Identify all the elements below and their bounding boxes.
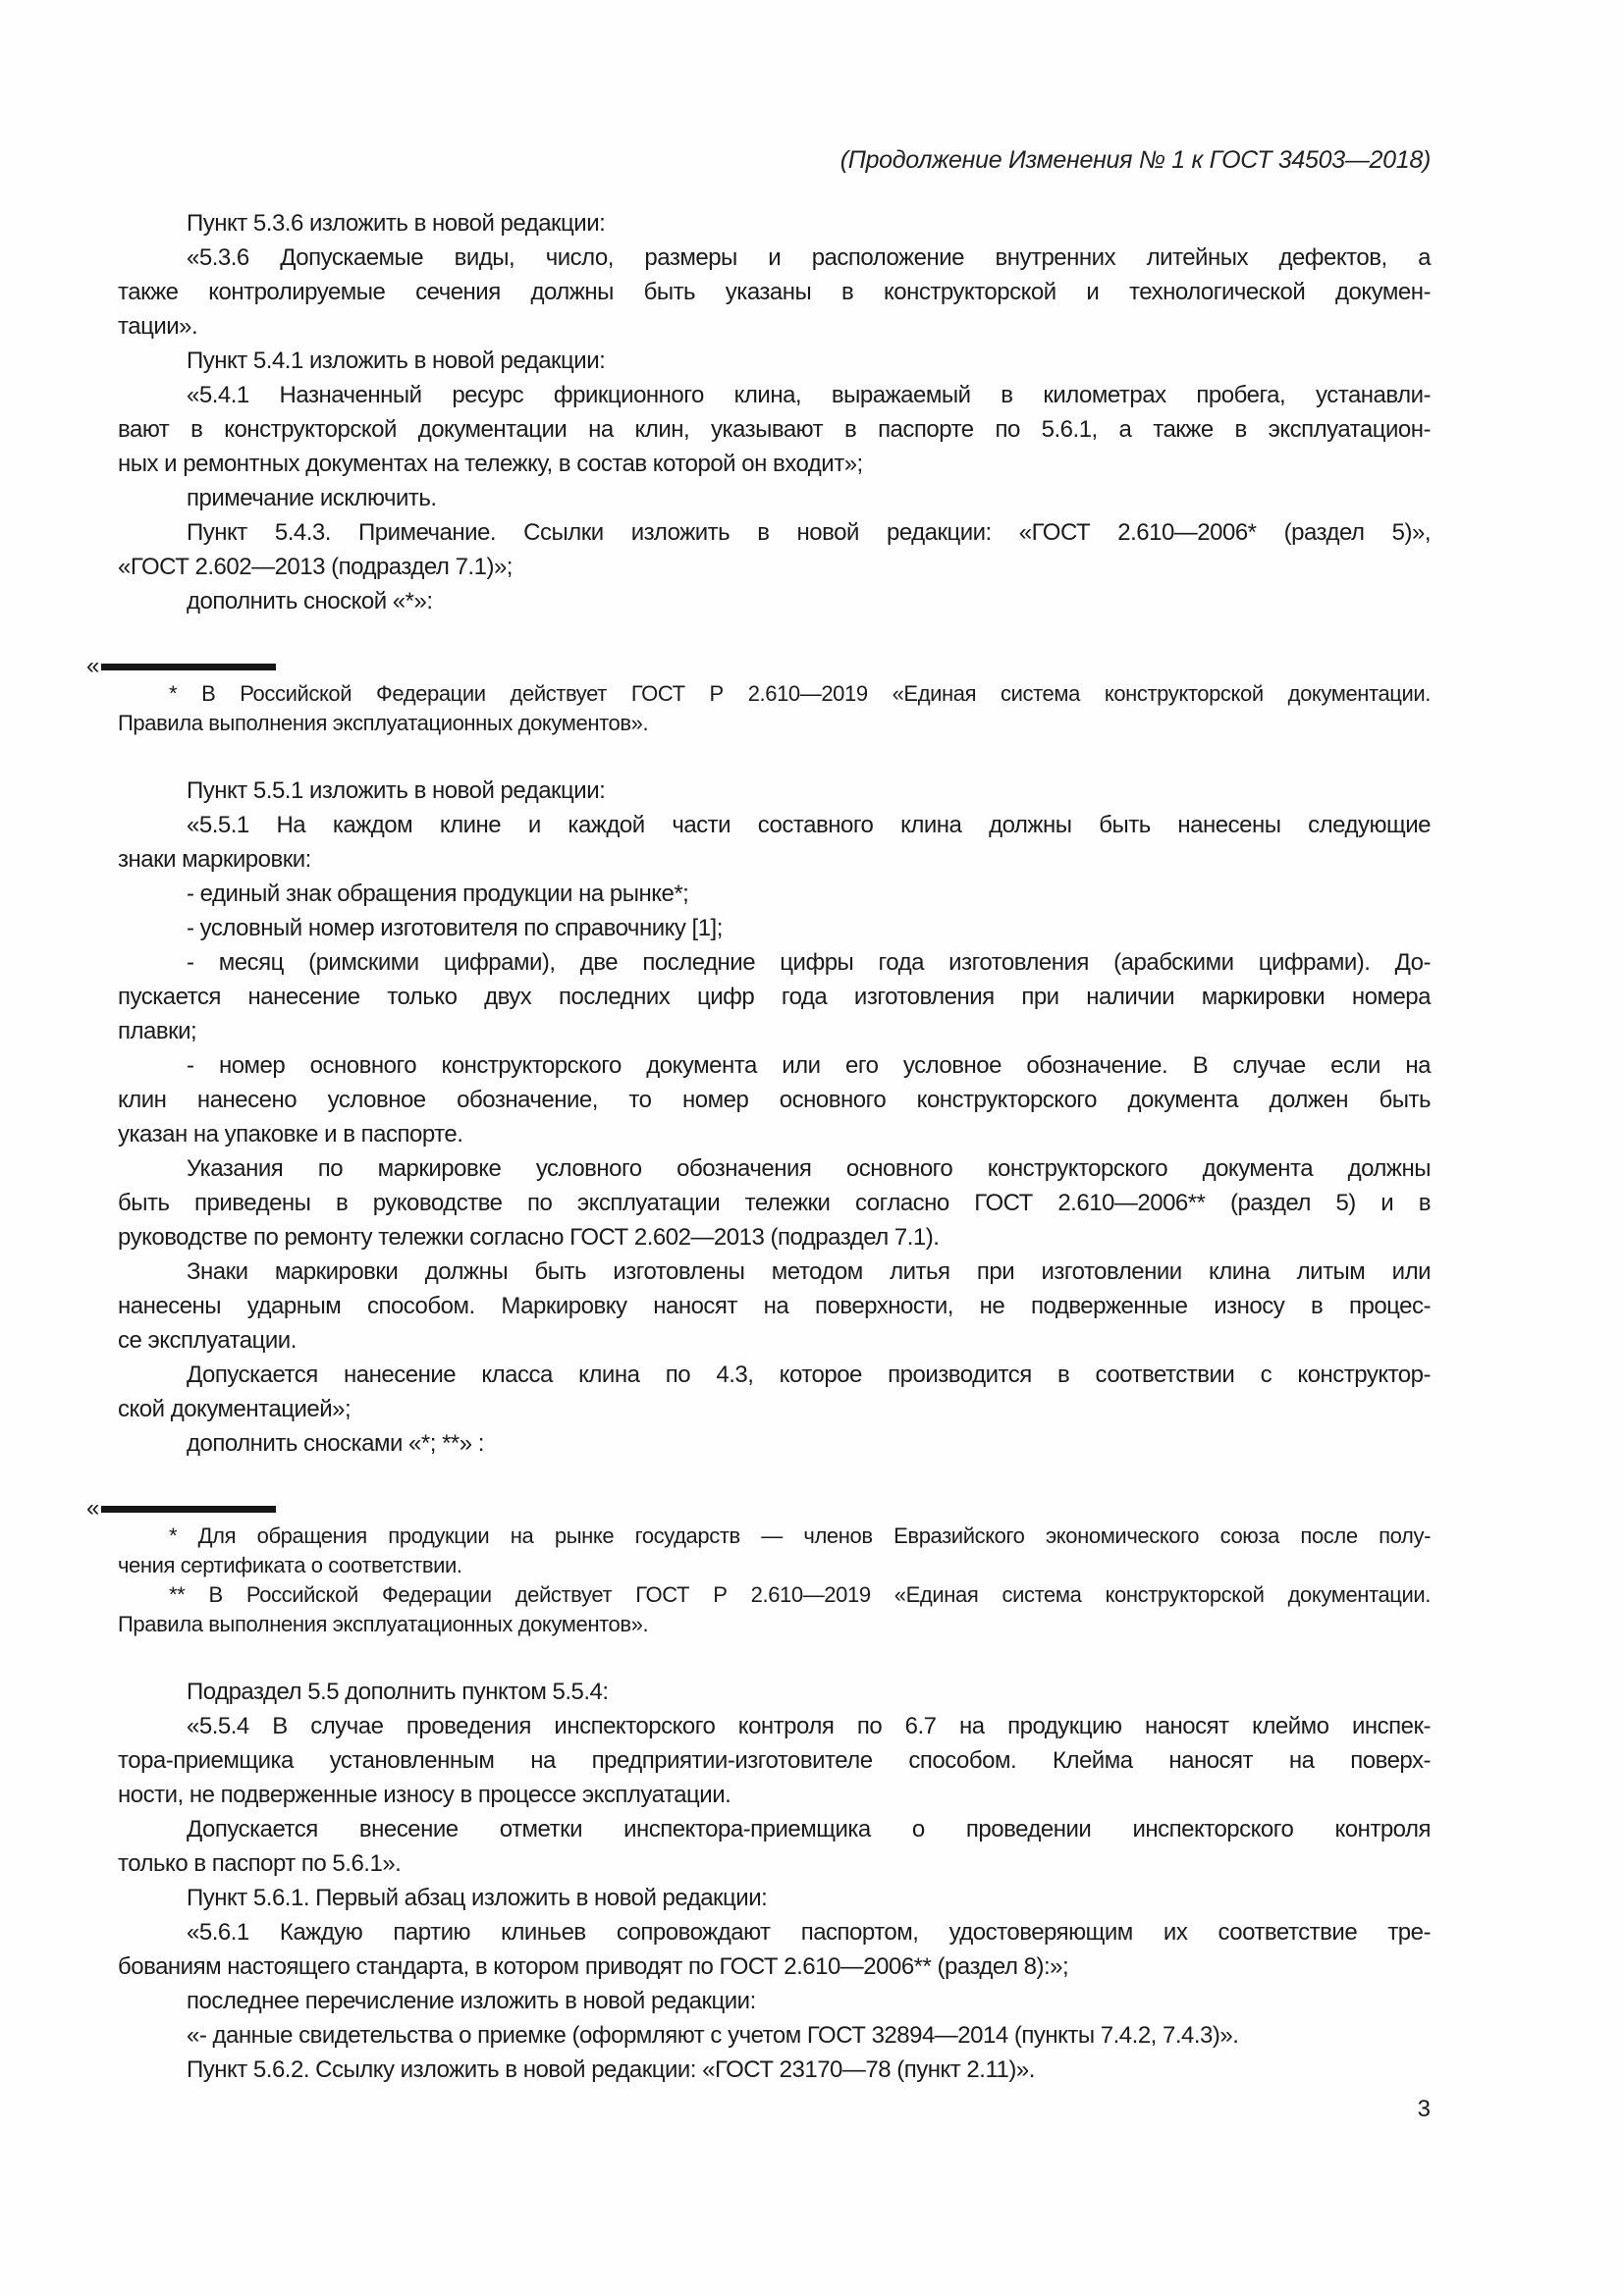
footnote-paragraph: [118, 1580, 1431, 1639]
footnote-quote-mark: «: [86, 653, 100, 679]
text-line: Знаки маркировки должны быть изготовлены методом литья при изготовлении клина литым или: [187, 1258, 1431, 1285]
text-line: знаки маркировки:: [118, 846, 311, 873]
text-line: Правила выполнения эксплуатационных документов».: [118, 711, 649, 735]
text-line: Пункт 5.3.6 изложить в новой редакции:: [187, 210, 606, 237]
text-line: «5.4.1 Назначенный ресурс фрикционного клина, выражаемый в километрах пробега, устанавли-: [187, 382, 1431, 408]
text-line: - условный номер изготовителя по справочнику [1];: [187, 915, 723, 941]
text-line: клин нанесено условное обозначение, то номер основного конструкторского документа должен быть: [118, 1087, 1431, 1113]
paragraph: [118, 1984, 1431, 2018]
page-header: (Продолжение Изменения № 1 к ГОСТ 34503—2018): [839, 146, 1431, 174]
document-body: [86, 206, 1431, 2124]
text-line: * В Российской Федерации действует ГОСТ Р 2.610—2019 «Единая система конструкторской документации.: [169, 681, 1431, 706]
text-line: дополнить сноской «*»:: [187, 588, 433, 614]
text-line: примечание исключить.: [187, 485, 437, 511]
paragraph: [118, 2018, 1431, 2053]
paragraph: [118, 1675, 1431, 1709]
text-line: нанесены ударным способом. Маркировку наносят на поверхности, не подверженные износу в процес-: [118, 1293, 1431, 1319]
text-line: * Для обращения продукции на рынке государств — членов Евразийского экономического союза после полу-: [169, 1523, 1431, 1548]
text-line: Пункт 5.4.1 изложить в новой редакции:: [187, 347, 606, 374]
text-line: быть приведены в руководстве по эксплуатации тележки согласно ГОСТ 2.610—2006** (раздел 5) и в: [118, 1190, 1431, 1216]
text-line: пускается нанесение только двух последних цифр года изготовления при наличии маркировки номера: [118, 984, 1431, 1010]
paragraph: [118, 378, 1431, 481]
paragraph: [118, 344, 1431, 378]
text-line: «- данные свидетельства о приемке (оформляют с учетом ГОСТ 32894—2014 (пункты 7.4.2, 7.4.3)».: [187, 2022, 1239, 2049]
paragraph: [118, 1709, 1431, 1812]
paragraph: [118, 1358, 1431, 1426]
text-line: «5.6.1 Каждую партию клиньев сопровождают паспортом, удостоверяющим их соответствие тре-: [187, 1919, 1431, 1946]
paragraph: [118, 911, 1431, 945]
paragraph: [118, 481, 1431, 515]
paragraph: [118, 584, 1431, 618]
paragraph: [118, 206, 1431, 240]
text-line: только в паспорт по 5.6.1».: [118, 1850, 402, 1877]
text-line: Допускается внесение отметки инспектора-приемщика о проведении инспекторского контроля: [187, 1816, 1431, 1842]
paragraph: [118, 1812, 1431, 1881]
text-line: «5.5.1 На каждом клине и каждой части составного клина должны быть нанесены следующие: [187, 812, 1431, 838]
spacer: [118, 738, 1431, 774]
text-line: ской документацией»;: [118, 1396, 352, 1422]
text-line: Подраздел 5.5 дополнить пунктом 5.5.4:: [187, 1679, 609, 1705]
spacer: [118, 1461, 1431, 1496]
footnote-paragraph: [118, 679, 1431, 738]
text-line: - единый знак обращения продукции на рынке*;: [187, 881, 689, 907]
text-line: чения сертификата о соответствии.: [118, 1553, 462, 1577]
paragraph: [118, 515, 1431, 584]
text-line: дополнить сносками «*; **» :: [187, 1430, 484, 1457]
text-line: се эксплуатации.: [118, 1327, 297, 1354]
text-line: тации».: [118, 313, 198, 340]
text-line: Указания по маркировке условного обозначения основного конструкторского документа должны: [187, 1155, 1431, 1182]
text-line: тора-приемщика установленным на предприятии-изготовителе способом. Клейма наносят на поверх-: [118, 1747, 1431, 1774]
text-line: плавки;: [118, 1018, 197, 1044]
text-line: указан на упаковке и в паспорте.: [118, 1121, 463, 1148]
text-line: «5.5.4 В случае проведения инспекторского контроля по 6.7 на продукцию наносят клеймо инспек-: [187, 1713, 1431, 1739]
text-line: бованиям настоящего стандарта, в котором приводят по ГОСТ 2.610—2006** (раздел 8):»;: [118, 1953, 1069, 1980]
paragraph: [118, 1048, 1431, 1151]
text-line: Правила выполнения эксплуатационных документов».: [118, 1612, 649, 1636]
text-line: «ГОСТ 2.602—2013 (подраздел 7.1)»;: [118, 554, 513, 580]
spacer: [118, 618, 1431, 654]
text-line: Допускается нанесение класса клина по 4.3, которое производится в соответствии с конструктор-: [187, 1362, 1431, 1388]
text-line: руководстве по ремонту тележки согласно ГОСТ 2.602—2013 (подраздел 7.1).: [118, 1224, 940, 1251]
footnote-quote-mark: «: [86, 1495, 100, 1522]
footnote-separator: [86, 1496, 1431, 1522]
paragraph: [118, 1151, 1431, 1255]
spacer: [118, 1639, 1431, 1675]
paragraph: [118, 1881, 1431, 1915]
footnote-rule: [101, 664, 276, 670]
text-line: - месяц (римскими цифрами), две последние цифры года изготовления (арабскими цифрами). До-: [187, 949, 1431, 976]
text-line: Пункт 5.5.1 изложить в новой редакции:: [187, 777, 606, 804]
text-line: ных и ремонтных документах на тележку, в состав которой он входит»;: [118, 451, 863, 477]
text-line: вают в конструкторской документации на клин, указывают в паспорте по 5.6.1, а также в эксплуатацион-: [118, 416, 1431, 443]
text-line: также контролируемые сечения должны быть указаны в конструкторской и технологической докумен-: [118, 279, 1431, 305]
paragraph: [118, 808, 1431, 877]
footnote-paragraph: [118, 1522, 1431, 1580]
text-line: «5.3.6 Допускаемые виды, число, размеры и расположение внутренних литейных дефектов, а: [187, 244, 1431, 271]
paragraph: [118, 240, 1431, 344]
paragraph: [118, 877, 1431, 911]
text-line: ности, не подверженные износу в процессе эксплуатации.: [118, 1782, 731, 1808]
paragraph: [118, 774, 1431, 808]
text-line: Пункт 5.4.3. Примечание. Ссылки изложить в новой редакции: «ГОСТ 2.610—2006* (раздел 5)»,: [187, 519, 1431, 546]
paragraph: [118, 1255, 1431, 1358]
text-line: последнее перечисление изложить в новой редакции:: [187, 1988, 756, 2014]
text-line: Пункт 5.6.1. Первый абзац изложить в новой редакции:: [187, 1885, 768, 1911]
text-line: Пункт 5.6.2. Ссылку изложить в новой редакции: «ГОСТ 23170—78 (пункт 2.11)».: [187, 2056, 1035, 2083]
footnote-separator: [86, 654, 1431, 679]
page-number: 3: [1417, 2096, 1431, 2122]
paragraph: [118, 1426, 1431, 1461]
paragraph: [118, 2053, 1431, 2087]
text-line: - номер основного конструкторского документа или его условное обозначение. В случае если на: [187, 1052, 1431, 1079]
text-line: ** В Российской Федерации действует ГОСТ Р 2.610—2019 «Единая система конструкторской документации.: [169, 1582, 1431, 1607]
paragraph: [118, 1915, 1431, 1984]
footnote-rule: [101, 1506, 276, 1513]
paragraph: [118, 945, 1431, 1048]
